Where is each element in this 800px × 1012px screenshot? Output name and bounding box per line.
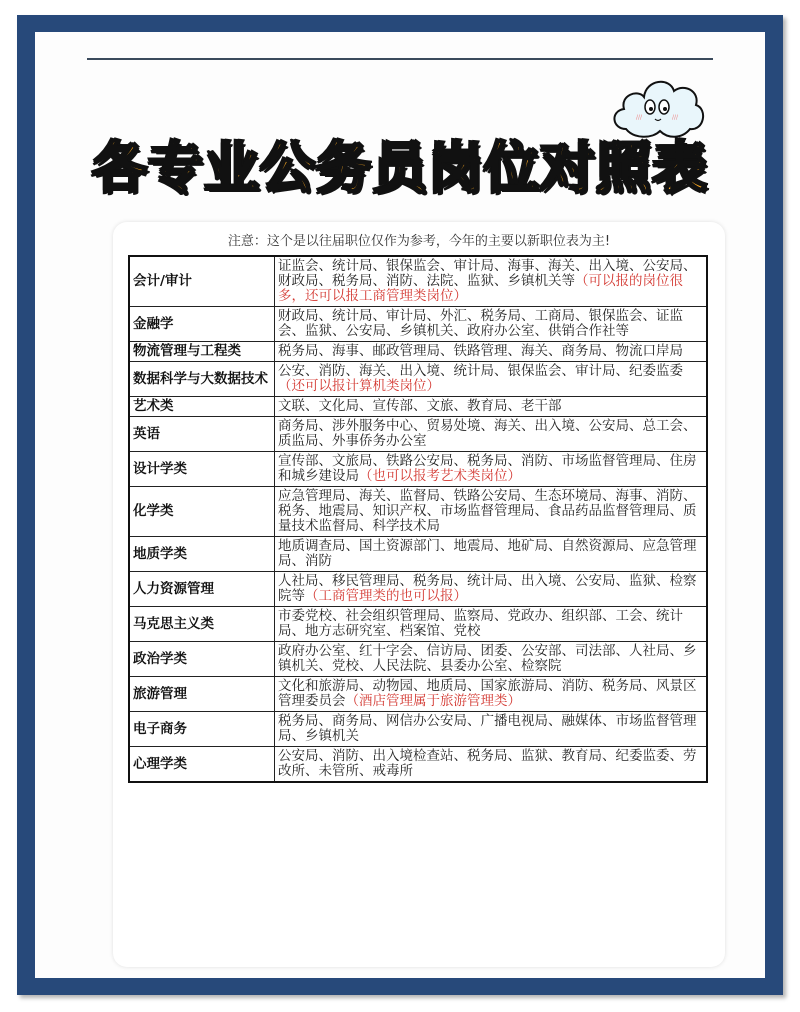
major-cell: 化学类	[129, 487, 275, 537]
positions-cell	[275, 607, 708, 642]
positions-text: 文联、文化局、宣传部、文旅、教育局、老干部	[278, 398, 562, 414]
positions-cell	[275, 712, 708, 747]
positions-cell	[275, 362, 708, 397]
table-row	[129, 677, 707, 712]
svg-text:///: ///	[636, 114, 643, 121]
positions-cell	[275, 452, 708, 487]
table-row	[129, 342, 707, 362]
positions-text: 政府办公室、红十字会、信访局、团委、公安部、司法部、人社局、乡镇机关、党校、人民法院、县委办公室、检察院	[278, 643, 697, 674]
table-row	[129, 572, 707, 607]
table-row	[129, 452, 707, 487]
major-cell: 旅游管理	[129, 677, 275, 712]
table-row	[129, 642, 707, 677]
positions-text: 公安局、消防、出入境检查站、税务局、监狱、教育局、纪委监委、劳改所、未管所、戒毒所	[278, 748, 697, 779]
positions-cell	[275, 417, 708, 452]
positions-text: 公安、消防、海关、出入境、统计局、银保监会、审计局、纪委监委	[278, 363, 683, 379]
table-row	[129, 537, 707, 572]
table-row	[129, 487, 707, 537]
table-card	[113, 222, 725, 967]
major-cell: 电子商务	[129, 712, 275, 747]
positions-text: 宣传部、文旅局、铁路公安局、税务局、消防、市场监督管理局、住房和城乡建设局	[278, 453, 697, 484]
major-cell: 会计/审计	[129, 256, 275, 307]
table-row	[129, 417, 707, 452]
positions-cell	[275, 677, 708, 712]
note-text: （还可以报计算机类岗位）	[278, 378, 440, 394]
major-cell: 英语	[129, 417, 275, 452]
table-row	[129, 307, 707, 342]
positions-cell	[275, 572, 708, 607]
positions-text: 文化和旅游局、动物园、地质局、国家旅游局、消防、税务局、风景区管理委员会	[278, 678, 697, 709]
major-cell: 物流管理与工程类	[129, 342, 275, 362]
note-text: （可以报的岗位很多，还可以报工商管理类岗位）	[278, 273, 683, 304]
major-cell: 艺术类	[129, 397, 275, 417]
divider	[87, 58, 713, 60]
notice-text: 注意：这个是以往届职位仅作为参考，今年的主要以新职位表为主!	[227, 234, 611, 249]
major-cell: 地质学类	[129, 537, 275, 572]
positions-cell	[275, 342, 708, 362]
positions-text: 证监会、统计局、银保监会、审计局、海事、海关、出入境、公安局、财政局、税务局、消防、法院、监狱、乡镇机关等	[278, 258, 697, 289]
note-text: （也可以报考艺术类岗位）	[359, 468, 521, 484]
positions-text: 税务局、海事、邮政管理局、铁路管理、海关、商务局、物流口岸局	[278, 343, 683, 359]
positions-text: 税务局、商务局、网信办公安局、广播电视局、融媒体、市场监督管理局、乡镇机关	[278, 713, 697, 744]
major-cell: 马克思主义类	[129, 607, 275, 642]
table-row	[129, 747, 707, 783]
positions-text: 地质调查局、国土资源部门、地震局、地矿局、自然资源局、应急管理局、消防	[278, 538, 697, 569]
positions-cell	[275, 747, 708, 783]
page-frame	[17, 15, 783, 995]
positions-text: 财政局、统计局、审计局、外汇、税务局、工商局、银保监会、证监会、监狱、公安局、乡镇机关、政府办公室、供销合作社等	[278, 308, 683, 339]
page-title: 各专业公务员岗位对照表	[91, 136, 708, 200]
positions-cell	[275, 397, 708, 417]
note-text: （工商管理类的也可以报）	[305, 588, 467, 604]
positions-cell	[275, 487, 708, 537]
major-cell: 设计学类	[129, 452, 275, 487]
positions-text: 商务局、涉外服务中心、贸易处境、海关、出入境、公安局、总工会、质监局、外事侨务办公室	[278, 418, 697, 449]
svg-text:///: ///	[672, 114, 679, 121]
major-cell: 心理学类	[129, 747, 275, 783]
positions-cell	[275, 256, 708, 307]
note-text: （酒店管理属于旅游管理类）	[345, 693, 521, 709]
positions-text: 应急管理局、海关、监督局、铁路公安局、生态环境局、海事、消防、税务、地震局、知识产权、市场监督管理局、食品药品监督管理局、质量技术监督局、科学技术局	[278, 488, 697, 534]
positions-cell	[275, 307, 708, 342]
positions-cell	[275, 642, 708, 677]
major-cell: 金融学	[129, 307, 275, 342]
page-inner	[35, 32, 765, 978]
table-row	[129, 397, 707, 417]
table-row	[129, 712, 707, 747]
major-position-table	[128, 255, 708, 783]
major-cell: 数据科学与大数据技术	[129, 362, 275, 397]
table-row	[129, 607, 707, 642]
major-cell: 人力资源管理	[129, 572, 275, 607]
table-row	[129, 362, 707, 397]
positions-cell	[275, 537, 708, 572]
table-row	[129, 256, 707, 307]
positions-text: 人社局、移民管理局、税务局、统计局、出入境、公安局、监狱、检察院等	[278, 573, 697, 604]
major-cell: 政治学类	[129, 642, 275, 677]
positions-text: 市委党校、社会组织管理局、监察局、党政办、组织部、工会、统计局、地方志研究室、档案馆、党校	[278, 608, 683, 639]
